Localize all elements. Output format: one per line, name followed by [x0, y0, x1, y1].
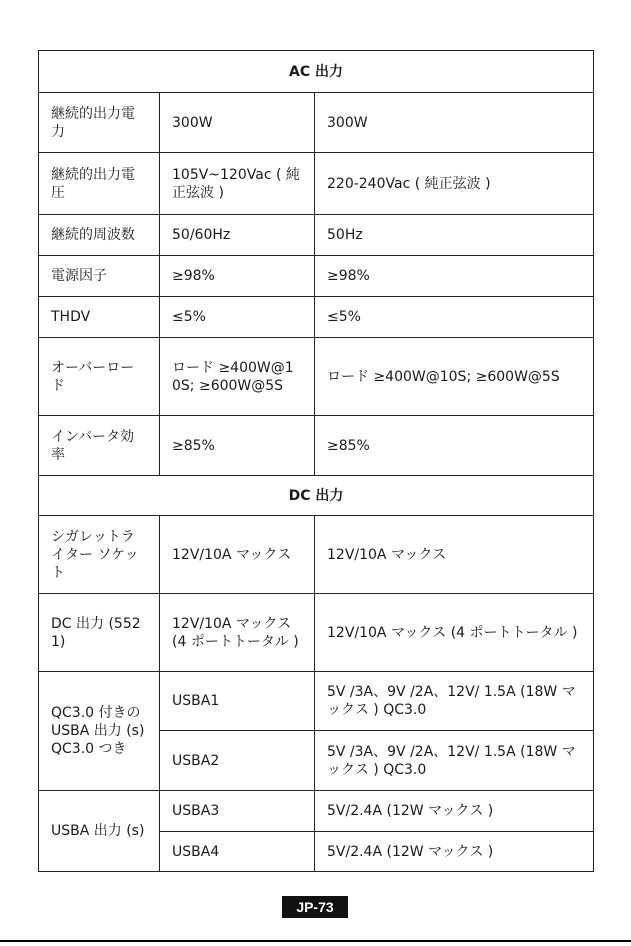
value-cell: ≥85%	[315, 416, 594, 476]
value-cell: ≤5%	[315, 297, 594, 338]
port-cell: USBA1	[160, 672, 315, 731]
row-label: QC3.0 付きの USBA 出力 (s) QC3.0 つき	[39, 672, 160, 791]
port-cell: USBA4	[160, 832, 315, 872]
bottom-rule	[0, 940, 631, 942]
spec-table	[38, 50, 594, 872]
value-cell: 12V/10A マックス	[160, 516, 315, 594]
value-cell: ≤5%	[160, 297, 315, 338]
value-cell: ≥85%	[160, 416, 315, 476]
table-row	[39, 338, 594, 416]
table-row	[39, 256, 594, 297]
ac-section-title: AC 出力	[39, 51, 594, 93]
row-label: オーバーロード	[39, 338, 160, 416]
row-label: THDV	[39, 297, 160, 338]
value-cell: 5V/2.4A (12W マックス )	[315, 791, 594, 832]
row-label: インバータ効率	[39, 416, 160, 476]
row-label: 継続的出力電力	[39, 93, 160, 153]
value-cell: ロード ≥400W@10S; ≥600W@5S	[160, 338, 315, 416]
value-cell: ≥98%	[160, 256, 315, 297]
ac-header-row	[39, 51, 594, 93]
value-cell: 300W	[160, 93, 315, 153]
value-cell: 50Hz	[315, 215, 594, 256]
table-row	[39, 791, 594, 832]
value-cell: 12V/10A マックス (4 ポートトータル )	[315, 594, 594, 672]
table-row	[39, 594, 594, 672]
value-cell: 12V/10A マックス (4 ポートトータル )	[160, 594, 315, 672]
value-cell: 5V /3A、9V /2A、12V/ 1.5A (18W マックス ) QC3.0	[315, 731, 594, 791]
table-row	[39, 672, 594, 731]
value-cell: 300W	[315, 93, 594, 153]
value-cell: 220-240Vac ( 純正弦波 )	[315, 153, 594, 215]
table-row	[39, 93, 594, 153]
value-cell: ≥98%	[315, 256, 594, 297]
port-cell: USBA3	[160, 791, 315, 832]
row-label: DC 出力 (5521)	[39, 594, 160, 672]
value-cell: 50/60Hz	[160, 215, 315, 256]
page-number: JP-73	[282, 896, 348, 918]
value-cell: 105V~120Vac ( 純正弦波 )	[160, 153, 315, 215]
value-cell: ロード ≥400W@10S; ≥600W@5S	[315, 338, 594, 416]
table-row	[39, 215, 594, 256]
table-row	[39, 416, 594, 476]
value-cell: 12V/10A マックス	[315, 516, 594, 594]
value-cell: 5V/2.4A (12W マックス )	[315, 832, 594, 872]
row-label: 継続的周波数	[39, 215, 160, 256]
table-row	[39, 153, 594, 215]
row-label: 継続的出力電圧	[39, 153, 160, 215]
row-label: 電源因子	[39, 256, 160, 297]
row-label: USBA 出力 (s)	[39, 791, 160, 872]
row-label: シガレットライター ソケット	[39, 516, 160, 594]
port-cell: USBA2	[160, 731, 315, 791]
table-row	[39, 297, 594, 338]
value-cell: 5V /3A、9V /2A、12V/ 1.5A (18W マックス ) QC3.0	[315, 672, 594, 731]
dc-header-row	[39, 476, 594, 516]
table-row	[39, 516, 594, 594]
dc-section-title: DC 出力	[39, 476, 594, 516]
